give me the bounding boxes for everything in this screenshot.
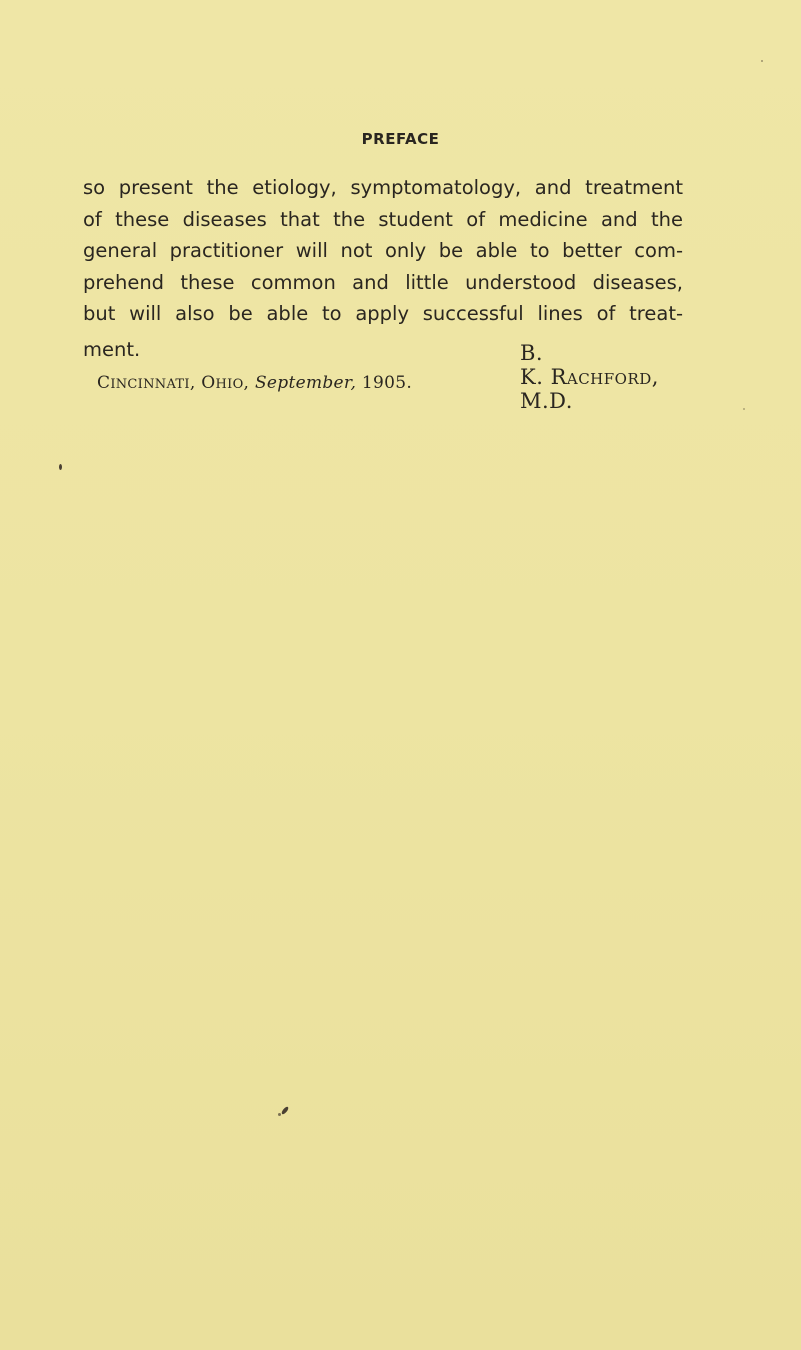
state-rest: HIO [215,377,244,392]
body-line-5: but will also be able to apply successful lines of treat- [83,302,683,325]
paper-speck [743,408,745,410]
author-surname-rest: ACHFORD [566,370,652,388]
place-sep-2: , [243,373,255,393]
date-year: 1905. [356,373,413,393]
paper-speck [278,1113,281,1116]
date-month: September, [254,373,357,393]
preface-body [83,172,683,330]
body-line-1: so present the etiology, symptomatology, and treatment [83,176,683,199]
paper-speck [281,1106,290,1115]
paper-speck [59,464,62,470]
city-rest: INCINNATI [110,377,190,392]
author-initials: B. K. [520,341,544,389]
paper-speck [761,60,763,62]
body-line-2: of these diseases that the student of medicine and the [83,207,683,231]
page-header: PREFACE [361,130,440,148]
body-line-4: prehend these common and little understood diseases, [83,270,683,294]
city-initial: C [97,373,111,393]
place-and-date [97,373,412,393]
author-surname-initial: R [550,365,567,389]
state-initial: O [201,373,216,393]
body-line-3: general practitioner will not only be able to better com- [83,239,683,262]
place-sep-1: , [189,373,202,393]
body-line-last: ment. [83,338,141,361]
author-signature [520,341,683,413]
author-suffix: , M.D. [520,365,659,413]
